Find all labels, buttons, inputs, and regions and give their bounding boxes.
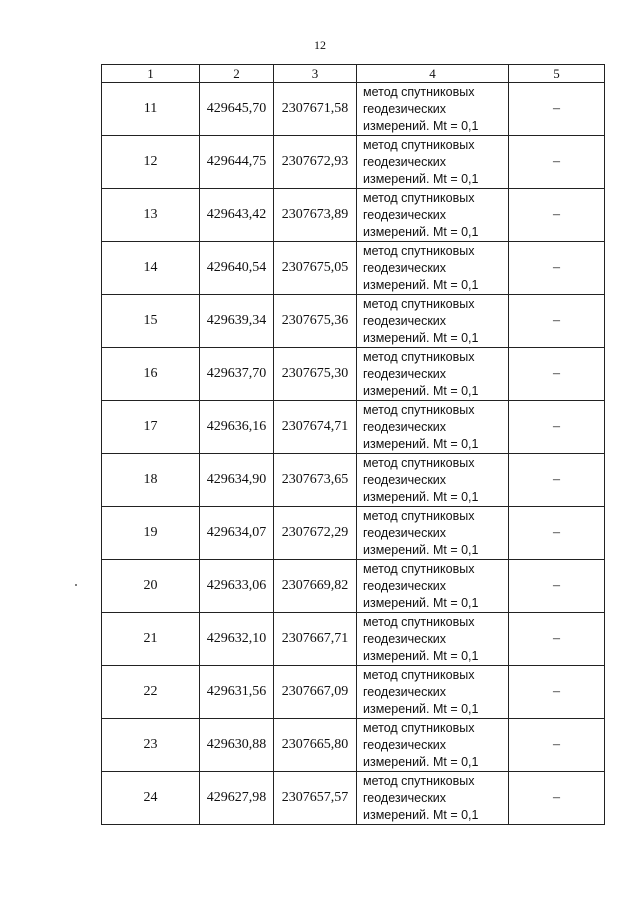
method-line: метод спутниковых — [363, 84, 475, 99]
x-coordinate-cell: 429639,34 — [200, 295, 274, 348]
header-col-3: 3 — [274, 65, 357, 83]
method-line: измерений. Mt = 0,1 — [363, 807, 479, 822]
method-line: измерений. Mt = 0,1 — [363, 118, 479, 133]
method-line: измерений. Mt = 0,1 — [363, 648, 479, 663]
method-line: измерений. Mt = 0,1 — [363, 542, 479, 557]
table-header-row — [102, 65, 605, 83]
y-coordinate-cell: 2307657,57 — [274, 772, 357, 825]
point-number-cell: 23 — [102, 719, 200, 772]
point-number-cell: 22 — [102, 666, 200, 719]
description-cell: – — [509, 348, 605, 401]
point-number-cell: 13 — [102, 189, 200, 242]
point-number-cell: 19 — [102, 507, 200, 560]
method-cell — [357, 189, 509, 242]
table-row — [102, 295, 605, 348]
method-line: измерений. Mt = 0,1 — [363, 277, 479, 292]
method-line: измерений. Mt = 0,1 — [363, 595, 479, 610]
table-row — [102, 719, 605, 772]
method-line: измерений. Mt = 0,1 — [363, 330, 479, 345]
y-coordinate-cell: 2307673,65 — [274, 454, 357, 507]
table-body — [102, 83, 605, 825]
method-line: метод спутниковых — [363, 296, 475, 311]
x-coordinate-cell: 429634,07 — [200, 507, 274, 560]
point-number-cell: 15 — [102, 295, 200, 348]
description-cell: – — [509, 401, 605, 454]
table-row — [102, 189, 605, 242]
table-row — [102, 613, 605, 666]
method-cell — [357, 613, 509, 666]
y-coordinate-cell: 2307673,89 — [274, 189, 357, 242]
description-cell: – — [509, 189, 605, 242]
x-coordinate-cell: 429634,90 — [200, 454, 274, 507]
table-row — [102, 401, 605, 454]
method-cell — [357, 507, 509, 560]
method-line: геодезических — [363, 207, 447, 222]
y-coordinate-cell: 2307674,71 — [274, 401, 357, 454]
y-coordinate-cell: 2307675,30 — [274, 348, 357, 401]
method-line: метод спутниковых — [363, 561, 475, 576]
method-line: геодезических — [363, 154, 447, 169]
point-number-cell: 12 — [102, 136, 200, 189]
method-line: измерений. Mt = 0,1 — [363, 171, 479, 186]
method-line: геодезических — [363, 313, 447, 328]
x-coordinate-cell: 429645,70 — [200, 83, 274, 136]
y-coordinate-cell: 2307667,09 — [274, 666, 357, 719]
method-cell — [357, 242, 509, 295]
method-line: геодезических — [363, 684, 447, 699]
method-cell — [357, 454, 509, 507]
method-line: метод спутниковых — [363, 137, 475, 152]
point-number-cell: 17 — [102, 401, 200, 454]
method-line: метод спутниковых — [363, 402, 475, 417]
page-number: 12 — [314, 38, 326, 52]
description-cell: – — [509, 772, 605, 825]
point-number-cell: 20 — [102, 560, 200, 613]
method-line: геодезических — [363, 578, 447, 593]
method-line: метод спутниковых — [363, 614, 475, 629]
method-line: геодезических — [363, 472, 447, 487]
description-cell: – — [509, 83, 605, 136]
method-line: геодезических — [363, 790, 447, 805]
description-cell: – — [509, 560, 605, 613]
description-cell: – — [509, 507, 605, 560]
method-line: измерений. Mt = 0,1 — [363, 754, 479, 769]
method-line: геодезических — [363, 260, 447, 275]
method-line: геодезических — [363, 101, 447, 116]
scan-speck — [75, 584, 77, 586]
method-cell — [357, 401, 509, 454]
method-cell — [357, 295, 509, 348]
method-line: метод спутниковых — [363, 243, 475, 258]
method-line: измерений. Mt = 0,1 — [363, 383, 479, 398]
method-line: геодезических — [363, 366, 447, 381]
description-cell: – — [509, 295, 605, 348]
table-row — [102, 772, 605, 825]
point-number-cell: 18 — [102, 454, 200, 507]
y-coordinate-cell: 2307671,58 — [274, 83, 357, 136]
method-cell — [357, 348, 509, 401]
method-cell — [357, 83, 509, 136]
coordinates-table — [101, 64, 605, 825]
description-cell: – — [509, 454, 605, 507]
method-line: измерений. Mt = 0,1 — [363, 489, 479, 504]
method-line: измерений. Mt = 0,1 — [363, 436, 479, 451]
method-line: геодезических — [363, 525, 447, 540]
table-row — [102, 560, 605, 613]
x-coordinate-cell: 429644,75 — [200, 136, 274, 189]
method-line: метод спутниковых — [363, 508, 475, 523]
description-cell: – — [509, 719, 605, 772]
method-line: метод спутниковых — [363, 667, 475, 682]
table-row — [102, 666, 605, 719]
table-row — [102, 507, 605, 560]
method-cell — [357, 136, 509, 189]
method-line: метод спутниковых — [363, 455, 475, 470]
method-line: метод спутниковых — [363, 773, 475, 788]
method-line: геодезических — [363, 631, 447, 646]
y-coordinate-cell: 2307667,71 — [274, 613, 357, 666]
header-col-5: 5 — [509, 65, 605, 83]
method-line: метод спутниковых — [363, 190, 475, 205]
method-line: геодезических — [363, 737, 447, 752]
method-cell — [357, 560, 509, 613]
description-cell: – — [509, 613, 605, 666]
x-coordinate-cell: 429640,54 — [200, 242, 274, 295]
description-cell: – — [509, 136, 605, 189]
table-row — [102, 454, 605, 507]
table-row — [102, 348, 605, 401]
point-number-cell: 11 — [102, 83, 200, 136]
point-number-cell: 14 — [102, 242, 200, 295]
x-coordinate-cell: 429631,56 — [200, 666, 274, 719]
y-coordinate-cell: 2307675,36 — [274, 295, 357, 348]
method-line: метод спутниковых — [363, 720, 475, 735]
point-number-cell: 24 — [102, 772, 200, 825]
table-row — [102, 242, 605, 295]
y-coordinate-cell: 2307672,29 — [274, 507, 357, 560]
x-coordinate-cell: 429636,16 — [200, 401, 274, 454]
y-coordinate-cell: 2307672,93 — [274, 136, 357, 189]
method-cell — [357, 666, 509, 719]
x-coordinate-cell: 429637,70 — [200, 348, 274, 401]
y-coordinate-cell: 2307669,82 — [274, 560, 357, 613]
point-number-cell: 16 — [102, 348, 200, 401]
x-coordinate-cell: 429632,10 — [200, 613, 274, 666]
description-cell: – — [509, 666, 605, 719]
y-coordinate-cell: 2307665,80 — [274, 719, 357, 772]
description-cell: – — [509, 242, 605, 295]
method-line: метод спутниковых — [363, 349, 475, 364]
header-col-1: 1 — [102, 65, 200, 83]
header-col-4: 4 — [357, 65, 509, 83]
method-cell — [357, 719, 509, 772]
method-line: измерений. Mt = 0,1 — [363, 701, 479, 716]
y-coordinate-cell: 2307675,05 — [274, 242, 357, 295]
point-number-cell: 21 — [102, 613, 200, 666]
method-line: измерений. Mt = 0,1 — [363, 224, 479, 239]
table-row — [102, 136, 605, 189]
x-coordinate-cell: 429643,42 — [200, 189, 274, 242]
x-coordinate-cell: 429627,98 — [200, 772, 274, 825]
x-coordinate-cell: 429630,88 — [200, 719, 274, 772]
header-col-2: 2 — [200, 65, 274, 83]
x-coordinate-cell: 429633,06 — [200, 560, 274, 613]
method-line: геодезических — [363, 419, 447, 434]
table-row — [102, 83, 605, 136]
method-cell — [357, 772, 509, 825]
